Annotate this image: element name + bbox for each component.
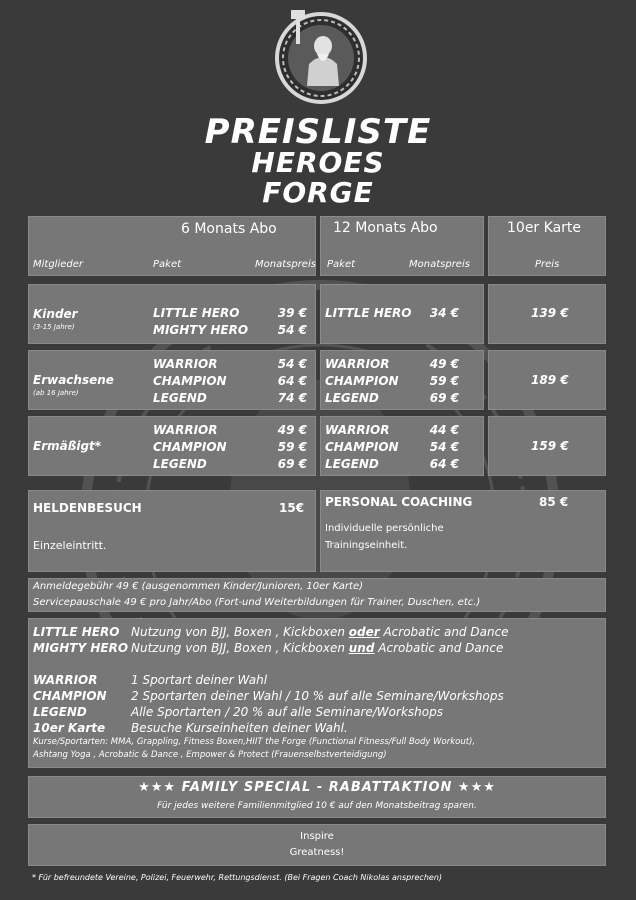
- header-right-cell: [488, 216, 606, 276]
- desc-key: WARRIOR: [33, 673, 98, 687]
- brand-name-line2: FORGE: [262, 176, 374, 209]
- kinder-age: (3-15 Jahre): [33, 323, 75, 331]
- package-descriptions-cell: [28, 618, 606, 768]
- kinder-card-price: 139 €: [531, 306, 569, 320]
- package-name: WARRIOR: [325, 423, 390, 437]
- service-fee: Servicepauschale 49 € pro Jahr/Abo (Fort-und Weiterbildungen für Trainer, Duschen, etc.): [33, 597, 481, 608]
- kinder-packages-6: [153, 305, 248, 339]
- reduced-prices-12: [421, 422, 459, 473]
- desc-value: Nutzung von BJJ, Boxen , Kickboxen: [131, 641, 349, 655]
- price-value: 69 €: [277, 457, 307, 471]
- kinder-mid-cell: [320, 284, 484, 344]
- coaching-price: 85 €: [539, 495, 569, 509]
- package-name: CHAMPION: [325, 374, 399, 388]
- slogan-cell: [28, 824, 606, 866]
- desc-warrior: [33, 673, 267, 687]
- reduced-label: Ermäßigt*: [33, 439, 102, 453]
- desc-key: LEGEND: [33, 705, 87, 719]
- desc-value: Besuche Kurseinheiten deiner Wahl.: [131, 721, 348, 735]
- price-value: 44 €: [429, 423, 459, 437]
- kinder-prices-6: [267, 305, 307, 339]
- reduced-card-price: 159 €: [531, 439, 569, 453]
- desc-value-emphasis: oder: [348, 625, 380, 639]
- desc-value-emphasis: und: [348, 641, 375, 655]
- package-name: LEGEND: [325, 391, 379, 405]
- reduced-packages-12: [325, 422, 399, 473]
- courses-line-2: Ashtang Yoga , Acrobatic & Dance , Empower & Protect (Frauenselbstverteidigung): [33, 750, 387, 760]
- courses-line-1: Kurse/Sportarten: MMA, Grappling, Fitness Boxen,HIIT the Forge (Functional Fitness/Full Body Workout),: [33, 737, 476, 747]
- adults-left-cell: [28, 350, 316, 410]
- header-monthly-12: Monatspreis: [409, 259, 470, 270]
- desc-mighty-hero: [33, 641, 503, 655]
- price-value: 69 €: [429, 391, 459, 405]
- family-special-cell: [28, 776, 606, 818]
- header-12-months: 12 Monats Abo: [333, 220, 438, 236]
- desc-value: Alle Sportarten / 20 % auf alle Seminare/Workshops: [131, 705, 443, 719]
- package-name: WARRIOR: [325, 357, 390, 371]
- footnote: * Für befreundete Vereine, Polizei, Feuerwehr, Rettungsdienst. (Bei Fragen Coach Nikolas ansprechen): [32, 873, 443, 882]
- header-package-12: Paket: [327, 259, 356, 270]
- package-name: LITTLE HERO: [325, 306, 412, 320]
- kinder-left-cell: [28, 284, 316, 344]
- adults-prices-12: [421, 356, 459, 407]
- package-name: WARRIOR: [153, 357, 218, 371]
- header-members: Mitglieder: [33, 259, 83, 270]
- family-special-text: Für jedes weitere Familienmitglied 10 € auf den Monatsbeitrag sparen.: [157, 801, 477, 811]
- reduced-packages-6: [153, 422, 227, 473]
- price-value: 64 €: [429, 457, 459, 471]
- kinder-packages-12: [325, 305, 411, 322]
- desc-10er-card: [33, 721, 348, 735]
- package-name: MIGHTY HERO: [153, 323, 249, 337]
- header-left-cell: [28, 216, 316, 276]
- desc-value: Acrobatic and Dance: [374, 641, 504, 655]
- reduced-right-cell: [488, 416, 606, 476]
- price-value: 34 €: [429, 306, 459, 320]
- price-value: 59 €: [277, 440, 307, 454]
- adults-packages-12: [325, 356, 399, 407]
- package-name: LEGEND: [325, 457, 379, 471]
- price-value: 54 €: [277, 357, 307, 371]
- kinder-right-cell: [488, 284, 606, 344]
- desc-value: Nutzung von BJJ, Boxen , Kickboxen: [131, 625, 349, 639]
- kinder-prices-12: [421, 305, 459, 322]
- slogan-line-2: Greatness!: [289, 847, 345, 858]
- desc-key: CHAMPION: [33, 689, 107, 703]
- desc-little-hero: [33, 625, 509, 639]
- desc-key: 10er Karte: [33, 721, 106, 735]
- package-name: CHAMPION: [153, 374, 227, 388]
- brand-name-line1: HEROES: [251, 146, 385, 179]
- adults-packages-6: [153, 356, 227, 407]
- adults-mid-cell: [320, 350, 484, 410]
- header-price: Preis: [535, 259, 560, 270]
- registration-fee: Anmeldegebühr 49 € (ausgenommen Kinder/Junioren, 10er Karte): [33, 581, 364, 592]
- header-monthly-6: Monatspreis: [255, 259, 316, 270]
- package-name: LITTLE HERO: [153, 306, 240, 320]
- price-value: 74 €: [277, 391, 307, 405]
- reduced-left-cell: [28, 416, 316, 476]
- package-name: WARRIOR: [153, 423, 218, 437]
- header-package-6: Paket: [153, 259, 182, 270]
- single-visit-label: HELDENBESUCH: [33, 501, 142, 515]
- coaching-note-1: Individuelle persönliche: [325, 523, 444, 534]
- adults-right-cell: [488, 350, 606, 410]
- desc-key: MIGHTY HERO: [33, 641, 129, 655]
- header-mid-cell: [320, 216, 484, 276]
- header-6-months: 6 Monats Abo: [181, 221, 277, 237]
- price-value: 54 €: [429, 440, 459, 454]
- adults-age: (ab 16 Jahre): [33, 389, 79, 397]
- package-name: LEGEND: [153, 391, 207, 405]
- adults-card-price: 189 €: [531, 373, 569, 387]
- price-value: 39 €: [277, 306, 307, 320]
- coaching-cell: [320, 490, 606, 572]
- price-value: 59 €: [429, 374, 459, 388]
- adults-prices-6: [267, 356, 307, 407]
- price-value: 64 €: [277, 374, 307, 388]
- desc-champion: [33, 689, 504, 703]
- fees-cell: [28, 578, 606, 612]
- desc-value: 1 Sportart deiner Wahl: [131, 673, 268, 687]
- desc-legend: [33, 705, 443, 719]
- package-name: CHAMPION: [153, 440, 227, 454]
- price-value: 49 €: [429, 357, 459, 371]
- coaching-note-2: Trainingseinheit.: [325, 540, 408, 551]
- header-10-card: 10er Karte: [507, 220, 582, 236]
- package-name: CHAMPION: [325, 440, 399, 454]
- family-special-title: ★★★ FAMILY SPECIAL - RABATTAKTION ★★★: [138, 780, 496, 795]
- adults-label: Erwachsene: [33, 373, 114, 387]
- desc-value: Acrobatic and Dance: [379, 625, 509, 639]
- package-name: LEGEND: [153, 457, 207, 471]
- zeus-medallion-logo: [273, 6, 369, 106]
- desc-key: LITTLE HERO: [33, 625, 120, 639]
- price-value: 54 €: [277, 323, 307, 337]
- kinder-label: Kinder: [33, 307, 78, 321]
- page-title: PREISLISTE: [204, 112, 432, 152]
- single-visit-price: 15€: [279, 501, 305, 515]
- reduced-prices-6: [267, 422, 307, 473]
- desc-value: 2 Sportarten deiner Wahl / 10 % auf alle Seminare/Workshops: [131, 689, 504, 703]
- single-visit-note: Einzeleintritt.: [33, 539, 107, 552]
- price-value: 49 €: [277, 423, 307, 437]
- reduced-mid-cell: [320, 416, 484, 476]
- slogan-line-1: Inspire: [300, 831, 334, 842]
- coaching-label: PERSONAL COACHING: [325, 495, 473, 509]
- single-visit-cell: [28, 490, 316, 572]
